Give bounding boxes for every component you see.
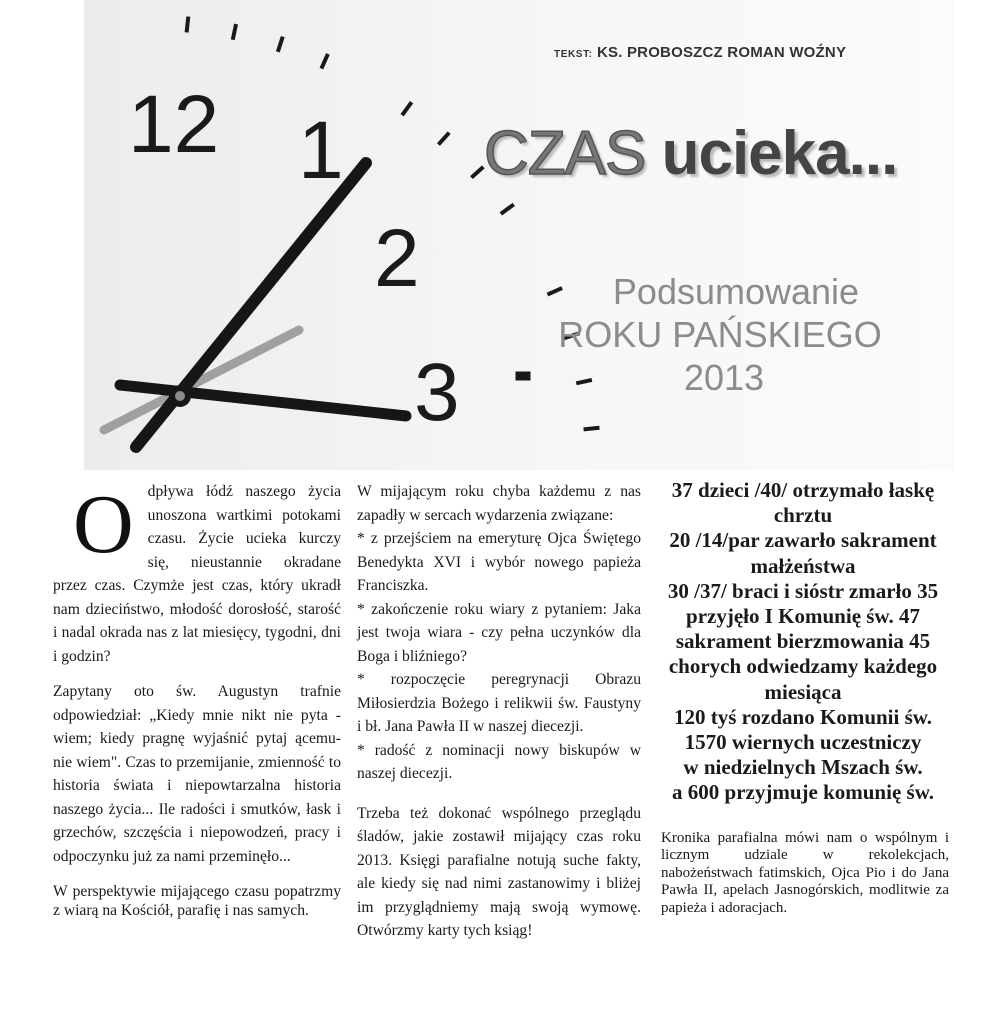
stat-line: 30 /37/ braci i sióstr zmarło 35 bbox=[667, 578, 939, 603]
intro-paragraph bbox=[53, 480, 341, 668]
byline-label: TEKST: bbox=[554, 49, 593, 60]
subtitle-line-2: ROKU PAŃSKIEGO bbox=[558, 314, 882, 355]
stat-line: w niedzielnych Mszach św. bbox=[683, 755, 923, 780]
article-title bbox=[484, 118, 897, 189]
clock-illustration bbox=[84, 0, 954, 470]
clock-tick bbox=[233, 24, 236, 40]
clock-tick-major bbox=[516, 372, 530, 380]
stat-line: 20 /14/par zawarło sakrament bbox=[669, 528, 937, 553]
clock-tick bbox=[501, 204, 514, 213]
clock-tick bbox=[584, 428, 600, 430]
stat-line: 1570 wiernych uczestniczy bbox=[684, 730, 922, 755]
event-bullet: * z przejściem na emeryturę Ojca Świętego Benedykta XVI i wybór nowego papieża Franciszka. bbox=[357, 530, 641, 594]
stat-line: przyjęło I Komunię św. 47 bbox=[686, 604, 920, 629]
stat-line: 120 tyś rozdano Komunii św. bbox=[673, 704, 933, 729]
second-hand bbox=[104, 330, 299, 430]
chronicle-paragraph: Kronika parafialna mówi nam o wspólnym i licznym udziale w rekolekcjach, nabożeństwach fatimskich, Ojca Pio i do Jana Pawła II, apelach Jasnogórskich, modlitwie za papieża i adoracjach. bbox=[661, 829, 949, 916]
stat-line: małżeństwa bbox=[750, 553, 856, 578]
title-part-ucieka: ucieka... bbox=[661, 119, 898, 188]
subtitle-line-3: 2013 bbox=[683, 357, 765, 398]
clock-numeral-2: 2 bbox=[374, 213, 420, 304]
clock-tick bbox=[402, 102, 411, 115]
subtitle-line-1: Podsumowanie bbox=[612, 271, 860, 312]
clock-numeral-3: 3 bbox=[414, 347, 460, 438]
column-3 bbox=[661, 478, 949, 917]
event-bullet: * zakończenie roku wiary z pytaniem: Jaka jest twoja wiara - czy pełna uczynków dla Boga i bliźniego? bbox=[357, 600, 641, 665]
clock-tick bbox=[321, 54, 328, 69]
perspective-paragraph: W perspektywie mijającego czasu popatrzmy z wiarą na Kościół, parafię i nas samych. bbox=[53, 883, 341, 919]
column-2 bbox=[357, 480, 641, 943]
clock-tick bbox=[278, 37, 283, 52]
events-intro: W mijającym roku chyba każdemu z nas zapadły w sercach wydarzenia związane: bbox=[357, 483, 641, 524]
stat-line: 37 dzieci /40/ otrzymało łaskę bbox=[671, 478, 935, 502]
closing-paragraph: Trzeba też dokonać wspólnego przeglądu śladów, jakie zostawił mijający czas roku 2013. Księgi parafialne notują suche fakty, ale kiedy się nad nimi zastanowimy i bliżej im przyglądniemy mają swoją wymowę. Otwórzmy karty tych ksiąg! bbox=[357, 804, 641, 939]
stat-line: miesiąca bbox=[764, 679, 842, 704]
stat-line: chrztu bbox=[773, 503, 833, 528]
intro-text: dpływa łódź naszego życia unoszona wartkimi potokami czasu. Życie ucieka kurczy się, nieustannie okradane przez czas. Czymże jest czas, który ukradł nam dzieciństwo, młodość dorosłość, starość i nadal okrada nas z lat miesięcy, tygodni, dni i godzin? bbox=[53, 483, 341, 665]
stat-line: chorych odwiedzamy każdego bbox=[668, 654, 938, 679]
clock-hands bbox=[104, 163, 406, 447]
parish-statistics bbox=[653, 478, 953, 806]
event-bullet: * rozpoczęcie peregrynacji Obrazu Miłosierdzia Bożego i relikwii św. Faustyny i bł. Jana Pawła II w naszej diecezji. bbox=[357, 671, 641, 735]
clock-tick bbox=[438, 133, 449, 145]
clock-tick bbox=[471, 167, 483, 178]
clock-numeral-12: 12 bbox=[128, 79, 220, 170]
byline-author: KS. PROBOSZCZ ROMAN WOŹNY bbox=[596, 44, 847, 61]
drop-cap: O bbox=[73, 478, 134, 571]
clock-numeral-1: 1 bbox=[298, 105, 344, 196]
stat-line: a 600 przyjmuje komunię św. bbox=[672, 780, 934, 805]
clock-tick bbox=[187, 17, 189, 33]
augustine-paragraph: Zapytany oto św. Augustyn trafnie odpowiedział: „Kiedy mnie nikt nie pyta - wiem; kiedy pragnę wyjaśnić pytaj ącemu- nie wiem". Czas to przemijanie, zmienność to historia świata i niepowtarzalna historia naszego życia... Ile radości i smutków, łask i grzechów, szczęścia i niepowodzeń, pracy i odpoczynku już za nami przeminęło... bbox=[53, 683, 341, 865]
stat-line: sakrament bierzmowania 45 bbox=[675, 629, 931, 654]
byline bbox=[554, 44, 846, 61]
event-bullet: * radość z nominacji nowy biskupów w naszej diecezji. bbox=[357, 741, 641, 782]
article-subtitle bbox=[556, 270, 896, 399]
title-part-czas: CZAS bbox=[484, 119, 646, 188]
column-1 bbox=[53, 480, 341, 920]
